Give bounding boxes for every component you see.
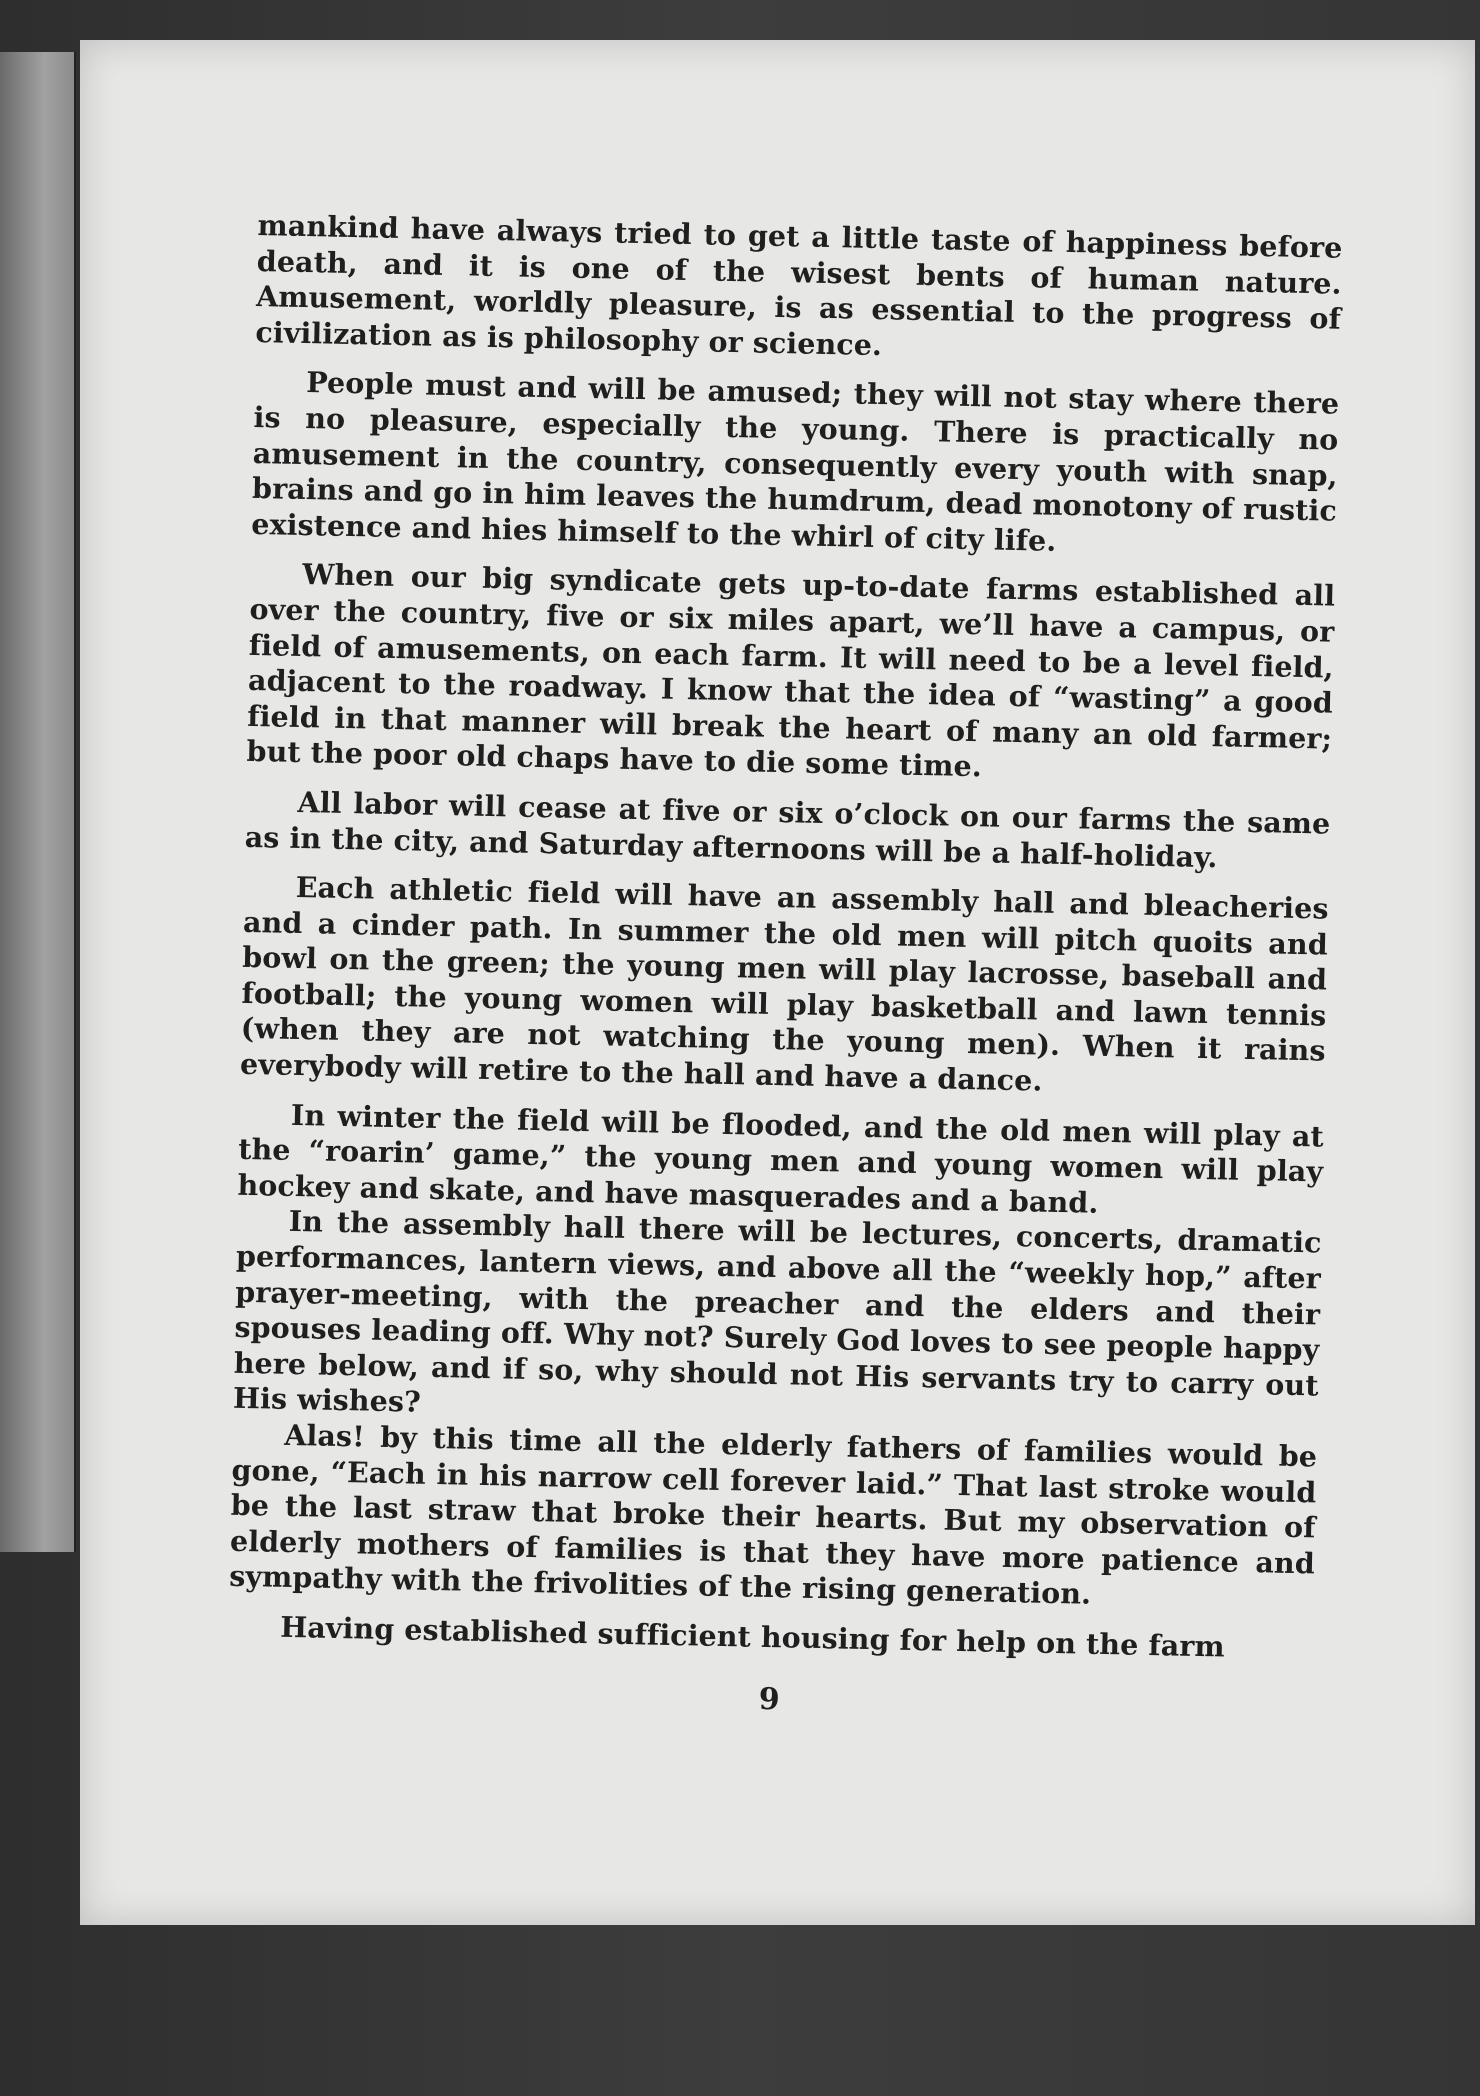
facing-page-edge [0,52,76,1552]
paragraph: In the assembly hall there will be lectures, concerts, dramatic performances, lantern views, and above all the “weekly hop,” after prayer-meeting, with the preacher and the elders and their spouses leading off. Why not? Surely God loves to see people happy here below, and if so, why should not His servants try to carry out His wishes? [232,1204,1322,1420]
page-number: 9 [758,1681,781,1717]
paragraph: mankind have always tried to get a little taste of happiness before death, and it is one of the wisest bents of human nature. Amusement, worldly pleasure, is as essential to the progress of civilization as is philosophy or science. [255,208,1343,362]
paragraph: People must and will be amused; they will not stay where there is no pleasure, especially the young. There is practically no amusement in the country, consequently every youth with snap, brains and go in him leaves the humdrum, dead monotony of rustic existence and hies himself to the whirl of city life. [251,365,1340,558]
paragraph: Each athletic field will have an assembly hall and bleacheries and a cinder path. In summer the old men will pitch quoits and bowl on the green; the young men will play lacrosse, baseball and football; the young women will play basketball and lawn tennis (when they are not watching the young men). When it rains everybody will retire to the hall and have a dance. [239,870,1329,1098]
paragraph: Having established sufficient housing for help on the farm [279,1609,1226,1664]
book-page [80,40,1475,1925]
page-text [227,208,1343,1729]
paragraph: When our big syndicate gets up-to-date farms established all over the country, five or six miles apart, we’ll have a campus, or field of amusements, on each farm. It will need to be a level field, adjacent to the roadway. I know that the idea of “wasting” a good field in that manner will break the heart of many an old farmer; but the poor old chaps have to die some time. [246,557,1336,784]
paragraph: All labor will cease at five or six o’clock on our farms the same as in the city, and Saturday afternoons will be a half-holiday. [244,784,1331,874]
paragraph: In winter the field will be flooded, and the old men will play at the “roarin’ game,” the young men and young women will play hockey and skate, and have masquerades and a band. [237,1097,1325,1220]
paragraph: Alas! by this time all the elderly fathers of families would be gone, “Each in his narrow cell forever laid.” That last stroke would be the last straw that broke their hearts. But my observation of elderly mothers of families is that they have more patience and sympathy with the frivolities of the rising generation. [228,1417,1318,1612]
